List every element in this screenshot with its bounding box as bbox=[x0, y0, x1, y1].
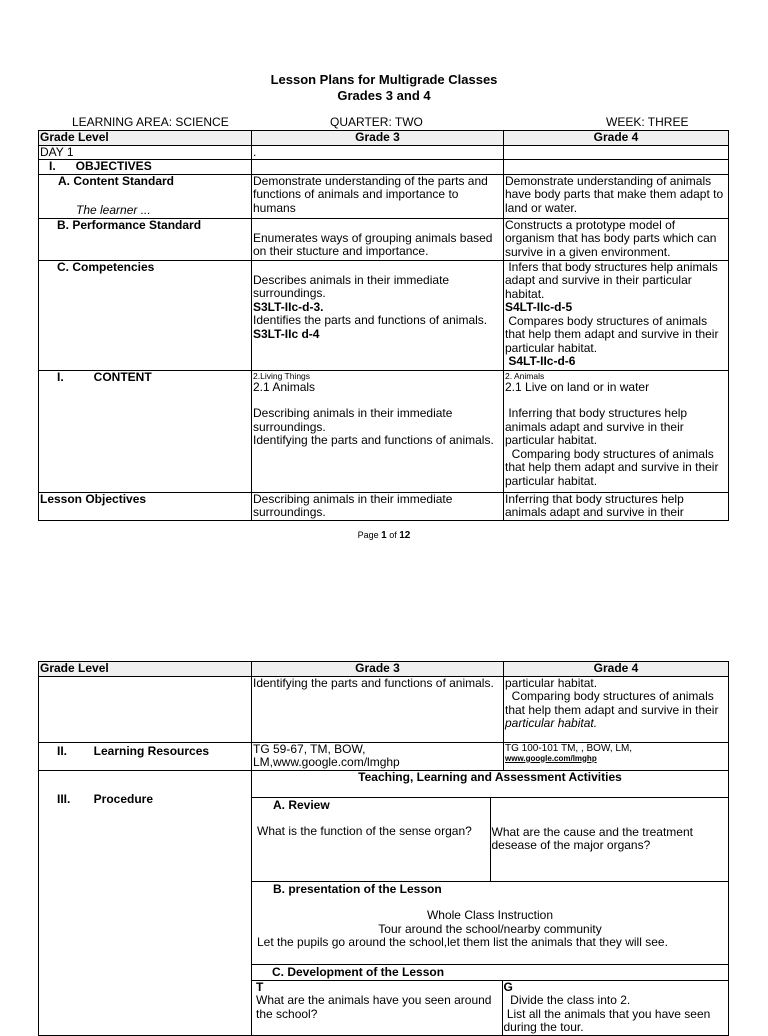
learning-resources-g3: TG 59-67, TM, BOW, LM,www.google.com/lmghp bbox=[252, 742, 504, 770]
competency-g4-code-2: S4LT-IIc-d-6 bbox=[505, 354, 576, 368]
content-g4-item-1: Inferring that body structures help animals adapt and survive in their particular habitat. bbox=[505, 406, 691, 447]
table-row bbox=[39, 218, 729, 260]
resources-g4-link[interactable]: www.google.com/lmghp bbox=[505, 753, 597, 763]
plan-title: Lesson Plans for Multigrade Classes bbox=[270, 72, 498, 87]
competency-g4-1: Infers that body structures help animals adapt and survive in their particular habitat. bbox=[505, 259, 722, 301]
lesson-objectives-label: Lesson Objectives bbox=[39, 492, 252, 520]
table-row bbox=[39, 370, 729, 492]
continuation-g4-2: Comparing body structures of animals that help them adapt and survive in their bbox=[505, 689, 719, 717]
day-g4 bbox=[504, 145, 729, 160]
presentation-cell bbox=[252, 881, 729, 964]
lesson-objectives-g4: Inferring that body structures help animals adapt and survive in their bbox=[504, 492, 729, 520]
learning-resources-label: II. Learning Resources bbox=[39, 742, 252, 770]
development-t-label: T bbox=[256, 979, 264, 994]
continuation-g4-3: particular habitat. bbox=[505, 716, 598, 730]
grade4-header: Grade 4 bbox=[504, 131, 729, 146]
lesson-objectives-g3: Describing animals in their immediate surroundings. bbox=[252, 492, 504, 520]
plan-subtitle: Grades 3 and 4 bbox=[337, 88, 431, 103]
learning-area: LEARNING AREA: SCIENCE bbox=[72, 115, 229, 129]
day-g3: . bbox=[252, 145, 504, 160]
continuation-g4-1: particular habitat. bbox=[505, 675, 598, 690]
objectives-g4 bbox=[504, 160, 729, 175]
review-g4 bbox=[490, 798, 728, 881]
lesson-plan-table-page1 bbox=[38, 130, 729, 521]
grade-level-header: Grade Level bbox=[39, 662, 252, 677]
review-cell bbox=[252, 797, 729, 881]
page-current: 1 bbox=[381, 530, 387, 541]
continuation-g3: Identifying the parts and functions of animals. bbox=[252, 676, 504, 742]
development-g-label: G bbox=[503, 979, 513, 994]
procedure-label: III. Procedure bbox=[39, 770, 252, 1035]
lesson-plan-table-page2 bbox=[38, 661, 729, 1036]
development-label: C. Development of the Lesson bbox=[252, 966, 728, 981]
table-row bbox=[39, 174, 729, 218]
presentation-label: B. presentation of the Lesson bbox=[273, 881, 442, 896]
grade4-header: Grade 4 bbox=[504, 662, 729, 677]
competencies-g3 bbox=[252, 260, 504, 370]
development-g-line-2: List all the animals that you have seen during the tour. bbox=[503, 1006, 714, 1034]
review-g4-question: What are the cause and the treatment desease of the major organs? bbox=[491, 824, 693, 852]
competencies-g4 bbox=[504, 260, 729, 370]
table-row bbox=[39, 260, 729, 370]
tla-header: Teaching, Learning and Assessment Activities bbox=[252, 770, 729, 797]
content-g4-topic: 2. Animals bbox=[505, 370, 545, 381]
table-row bbox=[39, 160, 729, 175]
table-header-row bbox=[39, 662, 729, 677]
competency-g3-1: Describes animals in their immediate surroundings. bbox=[253, 272, 450, 300]
presentation-line-3: Let the pupils go around the school,let them list the animals that they will see. bbox=[257, 935, 668, 949]
day-label: DAY 1 bbox=[39, 145, 252, 160]
competency-g3-2: Identifies the parts and functions of animals. bbox=[253, 313, 488, 327]
competency-g3-code-1: S3LT-IIc-d-3. bbox=[253, 299, 324, 314]
development-cell bbox=[252, 964, 729, 1035]
development-inner-table bbox=[252, 981, 728, 1035]
development-t-text: What are the animals have you seen around the school? bbox=[256, 993, 492, 1021]
learning-resources-g4 bbox=[504, 742, 729, 770]
performance-standard-g3-text: Enumerates ways of grouping animals based on their stucture and importance. bbox=[253, 230, 493, 258]
table-row bbox=[39, 742, 729, 770]
performance-standard-g3 bbox=[252, 218, 504, 260]
performance-standard-label: B. Performance Standard bbox=[39, 218, 252, 260]
competency-g4-code-1: S4LT-IIc-d-5 bbox=[505, 300, 573, 314]
grade3-header: Grade 3 bbox=[252, 131, 504, 146]
objectives-g3 bbox=[252, 160, 504, 175]
competencies-label: C. Competencies bbox=[39, 260, 252, 370]
page-prefix: Page bbox=[357, 530, 382, 540]
learner-label: The learner ... bbox=[76, 203, 151, 217]
continuation-g4 bbox=[504, 676, 729, 742]
content-label: I. CONTENT bbox=[39, 370, 252, 492]
review-g3 bbox=[252, 798, 490, 881]
content-g4-subtopic: 2.1 Live on land or in water bbox=[505, 379, 650, 394]
review-inner-table bbox=[252, 798, 728, 881]
grade3-header: Grade 3 bbox=[252, 662, 504, 677]
quarter: QUARTER: TWO bbox=[330, 115, 423, 129]
development-t bbox=[252, 981, 502, 1035]
presentation-line-1: Whole Class Instruction bbox=[426, 908, 554, 922]
content-standard-cell bbox=[39, 174, 252, 218]
page-total: 12 bbox=[399, 530, 411, 541]
content-g3-item-1: Describing animals in their immediate surroundings. bbox=[253, 406, 453, 434]
competency-g3-code-2: S3LT-IIc d-4 bbox=[253, 326, 320, 341]
objectives-label: I. OBJECTIVES bbox=[39, 160, 252, 175]
content-g4 bbox=[504, 370, 729, 492]
grade-level-header: Grade Level bbox=[39, 131, 252, 146]
content-g3-subtopic: 2.1 Animals bbox=[253, 379, 316, 394]
page-number bbox=[0, 529, 768, 543]
table-row bbox=[39, 770, 729, 797]
table-header-row bbox=[39, 131, 729, 146]
page-of: of bbox=[386, 530, 400, 540]
week: WEEK: THREE bbox=[606, 115, 689, 129]
competency-g4-2: Compares body structures of animals that help them adapt and survive in their particular habitat. bbox=[505, 313, 722, 355]
content-g3-item-2: Identifying the parts and functions of animals. bbox=[253, 433, 494, 447]
content-standard-g4: Demonstrate understanding of animals have body parts that make them adapt to land or water. bbox=[504, 174, 729, 218]
review-label: A. Review bbox=[273, 797, 330, 812]
resources-g4-line1: TG 100-101 TM, , BOW, LM, bbox=[505, 742, 633, 754]
content-g4-item-2: Comparing body structures of animals that help them adapt and survive in their particular habitat. bbox=[505, 446, 722, 488]
table-row bbox=[39, 492, 729, 520]
content-standard-label: A. Content Standard bbox=[58, 173, 174, 188]
development-g bbox=[502, 981, 728, 1035]
content-standard-g3: Demonstrate understanding of the parts and functions of animals and importance to humans bbox=[252, 174, 504, 218]
development-g-line-1: Divide the class into 2. bbox=[503, 993, 631, 1007]
table-row bbox=[39, 676, 729, 742]
presentation-line-2: Tour around the school/nearby community bbox=[378, 921, 602, 936]
content-g3-topic: 2.Living Things bbox=[253, 370, 311, 381]
performance-standard-g4: Constructs a prototype model of organism that has body parts which can survive in a given environment. bbox=[504, 218, 729, 260]
continuation-label bbox=[39, 676, 252, 742]
review-g3-question: What is the function of the sense organ? bbox=[257, 824, 472, 838]
table-row bbox=[39, 145, 729, 160]
content-g3 bbox=[252, 370, 504, 492]
